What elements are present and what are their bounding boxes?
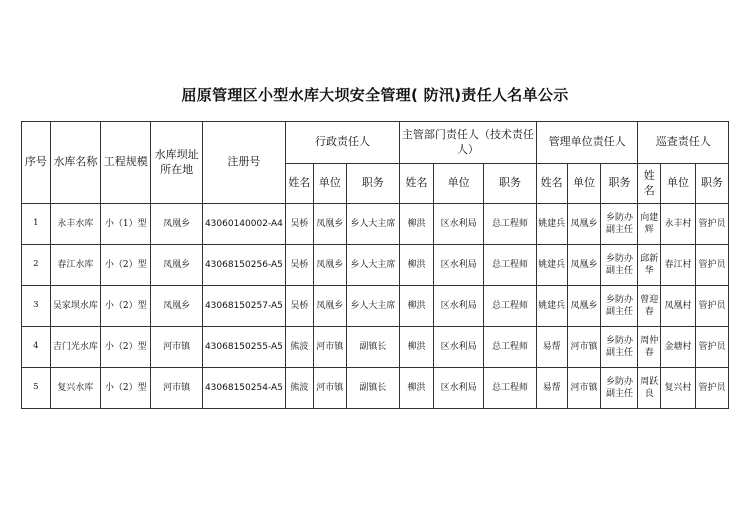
cell-admin-unit: 河市镇 bbox=[313, 327, 346, 368]
cell-patrol-unit: 凤凰村 bbox=[661, 286, 696, 327]
cell-mgmt-name: 姚建兵 bbox=[536, 286, 567, 327]
cell-scale: 小（2）型 bbox=[101, 286, 151, 327]
cell-mgmt-unit: 凤凰乡 bbox=[567, 204, 601, 245]
subheader-unit: 单位 bbox=[567, 164, 601, 204]
cell-reg-no: 43068150255-A5 bbox=[202, 327, 285, 368]
cell-reg-no: 43068150254-A5 bbox=[202, 368, 285, 409]
cell-dept-name: 柳洪 bbox=[400, 204, 434, 245]
subheader-name: 姓名 bbox=[638, 164, 661, 204]
cell-reg-no: 43060140002-A4 bbox=[202, 204, 285, 245]
header-mgmt-group: 管理单位责任人 bbox=[536, 122, 638, 164]
cell-admin-unit: 凤凰乡 bbox=[313, 245, 346, 286]
header-dept-group: 主管部门责任人（技术责任人） bbox=[400, 122, 537, 164]
cell-mgmt-unit: 凤凰乡 bbox=[567, 245, 601, 286]
cell-dept-unit: 区水利局 bbox=[433, 286, 483, 327]
cell-patrol-post: 管护员 bbox=[695, 368, 728, 409]
header-name: 水库名称 bbox=[50, 122, 100, 204]
cell-admin-name: 熊波 bbox=[286, 327, 314, 368]
cell-mgmt-name: 姚建兵 bbox=[536, 245, 567, 286]
cell-dept-name: 柳洪 bbox=[400, 245, 434, 286]
cell-dept-post: 总工程师 bbox=[484, 204, 536, 245]
cell-mgmt-post: 乡防办副主任 bbox=[601, 286, 638, 327]
cell-mgmt-name: 易帮 bbox=[536, 368, 567, 409]
cell-admin-post: 副镇长 bbox=[346, 327, 399, 368]
cell-patrol-post: 管护员 bbox=[695, 327, 728, 368]
cell-patrol-name: 周跃良 bbox=[638, 368, 661, 409]
cell-mgmt-post: 乡防办副主任 bbox=[601, 204, 638, 245]
cell-dept-name: 柳洪 bbox=[400, 327, 434, 368]
cell-location: 凤凰乡 bbox=[151, 286, 202, 327]
cell-admin-name: 吴桥 bbox=[286, 204, 314, 245]
cell-scale: 小（2）型 bbox=[101, 368, 151, 409]
cell-dept-post: 总工程师 bbox=[484, 368, 536, 409]
cell-scale: 小（2）型 bbox=[101, 245, 151, 286]
cell-mgmt-name: 易帮 bbox=[536, 327, 567, 368]
header-location: 水库坝址所在地 bbox=[151, 122, 202, 204]
cell-admin-unit: 河市镇 bbox=[313, 368, 346, 409]
cell-scale: 小（1）型 bbox=[101, 204, 151, 245]
header-seq: 序号 bbox=[22, 122, 51, 204]
table-row bbox=[22, 245, 729, 286]
cell-dept-name: 柳洪 bbox=[400, 368, 434, 409]
cell-dept-name: 柳洪 bbox=[400, 286, 434, 327]
cell-patrol-post: 管护员 bbox=[695, 204, 728, 245]
cell-dept-post: 总工程师 bbox=[484, 286, 536, 327]
cell-mgmt-unit: 河市镇 bbox=[567, 327, 601, 368]
table-row bbox=[22, 204, 729, 245]
header-scale: 工程规模 bbox=[101, 122, 151, 204]
cell-seq: 4 bbox=[22, 327, 51, 368]
cell-patrol-post: 管护员 bbox=[695, 286, 728, 327]
cell-dept-unit: 区水利局 bbox=[433, 327, 483, 368]
subheader-unit: 单位 bbox=[313, 164, 346, 204]
subheader-unit: 单位 bbox=[433, 164, 483, 204]
subheader-unit: 单位 bbox=[661, 164, 696, 204]
cell-reservoir-name: 吴家坝水库 bbox=[50, 286, 100, 327]
cell-patrol-unit: 春江村 bbox=[661, 245, 696, 286]
cell-mgmt-unit: 凤凰乡 bbox=[567, 286, 601, 327]
cell-location: 河市镇 bbox=[151, 327, 202, 368]
subheader-name: 姓名 bbox=[400, 164, 434, 204]
subheader-post: 职务 bbox=[346, 164, 399, 204]
table-row bbox=[22, 286, 729, 327]
cell-patrol-unit: 复兴村 bbox=[661, 368, 696, 409]
cell-mgmt-post: 乡防办副主任 bbox=[601, 245, 638, 286]
cell-admin-name: 吴桥 bbox=[286, 245, 314, 286]
cell-patrol-unit: 金塘村 bbox=[661, 327, 696, 368]
cell-reg-no: 43068150257-A5 bbox=[202, 286, 285, 327]
cell-patrol-name: 曾迎春 bbox=[638, 286, 661, 327]
cell-seq: 2 bbox=[22, 245, 51, 286]
cell-scale: 小（2）型 bbox=[101, 327, 151, 368]
cell-reservoir-name: 复兴水库 bbox=[50, 368, 100, 409]
cell-seq: 3 bbox=[22, 286, 51, 327]
cell-seq: 1 bbox=[22, 204, 51, 245]
cell-admin-post: 副镇长 bbox=[346, 368, 399, 409]
cell-mgmt-post: 乡防办副主任 bbox=[601, 368, 638, 409]
cell-reg-no: 43068150256-A5 bbox=[202, 245, 285, 286]
cell-admin-post: 乡人大主席 bbox=[346, 286, 399, 327]
cell-seq: 5 bbox=[22, 368, 51, 409]
subheader-post: 职务 bbox=[484, 164, 536, 204]
header-patrol-group: 巡查责任人 bbox=[638, 122, 729, 164]
page-title: 屈原管理区小型水库大坝安全管理( 防汛)责任人名单公示 bbox=[181, 86, 569, 104]
table-row bbox=[22, 327, 729, 368]
cell-patrol-name: 周仲春 bbox=[638, 327, 661, 368]
subheader-post: 职务 bbox=[601, 164, 638, 204]
subheader-post: 职务 bbox=[695, 164, 728, 204]
cell-admin-unit: 凤凰乡 bbox=[313, 286, 346, 327]
cell-location: 河市镇 bbox=[151, 368, 202, 409]
cell-reservoir-name: 永丰水库 bbox=[50, 204, 100, 245]
cell-dept-unit: 区水利局 bbox=[433, 245, 483, 286]
cell-dept-post: 总工程师 bbox=[484, 245, 536, 286]
cell-patrol-name: 邱新华 bbox=[638, 245, 661, 286]
cell-reservoir-name: 吉门光水库 bbox=[50, 327, 100, 368]
cell-patrol-unit: 永丰村 bbox=[661, 204, 696, 245]
cell-admin-post: 乡人大主席 bbox=[346, 245, 399, 286]
cell-patrol-post: 管护员 bbox=[695, 245, 728, 286]
cell-dept-unit: 区水利局 bbox=[433, 204, 483, 245]
subheader-name: 姓名 bbox=[286, 164, 314, 204]
header-admin-group: 行政责任人 bbox=[286, 122, 400, 164]
cell-admin-unit: 凤凰乡 bbox=[313, 204, 346, 245]
cell-patrol-name: 向建辉 bbox=[638, 204, 661, 245]
subheader-name: 姓名 bbox=[536, 164, 567, 204]
cell-mgmt-name: 姚建兵 bbox=[536, 204, 567, 245]
cell-location: 凤凰乡 bbox=[151, 204, 202, 245]
table-row bbox=[22, 368, 729, 409]
cell-reservoir-name: 春江水库 bbox=[50, 245, 100, 286]
cell-admin-name: 吴桥 bbox=[286, 286, 314, 327]
cell-dept-post: 总工程师 bbox=[484, 327, 536, 368]
header-reg: 注册号 bbox=[202, 122, 285, 204]
cell-location: 凤凰乡 bbox=[151, 245, 202, 286]
cell-admin-name: 熊波 bbox=[286, 368, 314, 409]
cell-mgmt-unit: 河市镇 bbox=[567, 368, 601, 409]
responsibility-table bbox=[21, 121, 729, 409]
cell-mgmt-post: 乡防办副主任 bbox=[601, 327, 638, 368]
cell-dept-unit: 区水利局 bbox=[433, 368, 483, 409]
cell-admin-post: 乡人大主席 bbox=[346, 204, 399, 245]
